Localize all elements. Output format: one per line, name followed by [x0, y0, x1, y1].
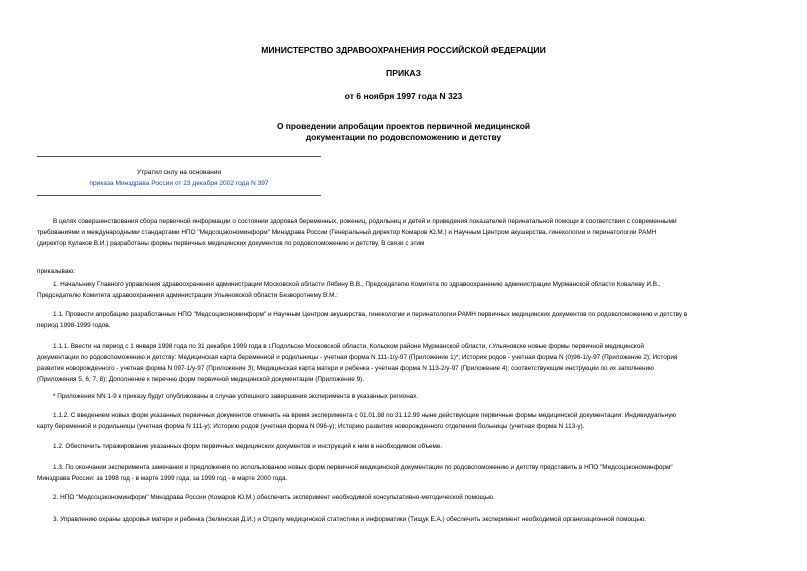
text-line: 1.3. По окончании эксперимента замечания и предложения по использованию новых форм первичной медицинской документации по родовспоможению и детству представить в НПО "Медсоцэкономинформ"	[53, 464, 673, 471]
footnote	[37, 391, 770, 402]
text-line: период 1998-1999 годов.	[37, 322, 111, 329]
text-line: карту беременной и родильницы (учетная форма N 111-у); Историю родов (учетная форма N 096-у); Историю развития новорожденного отделения больницы (учетная форма N 113-у).	[37, 423, 585, 430]
ministry-heading: МИНИСТЕРСТВО ЗДРАВООХРАНЕНИЯ РОССИЙСКОЙ ФЕДЕРАЦИИ	[261, 45, 546, 55]
paragraph-order	[37, 266, 770, 277]
text-line: документации по родовспоможению и детству: Медицинская карта беременной и родильницы - учетная форма N 111-1/у-97 (Приложение 1)*; История родов - учетная форма N (0)96-1/у-97 (Приложение 2); История	[37, 354, 678, 361]
document-date-number: от 6 ноября 1997 года N 323	[344, 91, 463, 101]
text-line: 1.1.2. С введением новых форм указанных первичных документов отменить на время эксперимента с 01.01.98 по 31.12.99 ныне действующие первичные формы медицинской документации: Индивидуальную	[53, 412, 677, 419]
text-line: В целях совершенствования сбора первичной информации о состоянии здоровья беременных, рожениц, родильниц и детей и приведения показателей перинатальной помощи в соответствии с современными	[53, 218, 677, 225]
text-line: Председателю Комитета здравоохранения администрации Ульяновской области Безворотнему В.М.:	[37, 292, 338, 299]
status-block	[37, 167, 321, 189]
text-line: Минздрава России: за 1998 год - в марте 1999 года; за 1999 год - в марте 2000 года.	[37, 475, 288, 482]
text-line: (директор Кулаков В.И.) разработаны формы первичных медицинских документов по родовспоможению и детству. В связи с этим	[37, 240, 425, 247]
text-line: требованиями и международными стандартами НПО "Медсоцэкономинформ" Минздрава России (Генеральный директор Комаров Ю.М.) и Научным Центром акушерства, гинекологии и перинатологии РАМН	[37, 229, 657, 236]
document-title-line: О проведении апробации проектов первичной медицинской	[276, 121, 531, 131]
paragraph-1-1	[37, 309, 770, 331]
paragraph-1-1-1	[37, 341, 770, 385]
text-line: * Приложения NN 1-9 к приказу будут опубликованы в случае успешного завершения эксперимента в указанных регионах.	[53, 393, 419, 400]
divider-bottom	[37, 195, 321, 196]
repeal-link[interactable]: приказа Минздрава России от 23 декабря 2002 года N 397	[89, 180, 269, 187]
paragraph-1-3	[37, 462, 770, 484]
text-line: (Приложения 5, 6, 7, 8); Дополнение к перечню форм первичной медицинской документации (Приложение 9).	[37, 376, 365, 383]
document-title	[0, 121, 807, 143]
text-line: 1.1. Провести апробацию разработанных НПО "Медсоцэкономинформ" и Научным Центром акушерства, гинекологии и перинатологии РАМН первичных медицинских документов по родовспоможению и детству в	[53, 311, 688, 318]
divider-top	[37, 156, 321, 157]
paragraph-1-1-2	[37, 410, 770, 432]
paragraph-1-2	[37, 441, 770, 452]
status-note: Утратил силу на основании	[136, 169, 222, 176]
paragraph-1	[37, 279, 770, 301]
document-type: ПРИКАЗ	[386, 68, 421, 78]
text-line: приказываю:	[37, 268, 75, 275]
text-line: 1. Начальнику Главного управления здравоохранения администрации Московской области Лябину В.В., Председателю Комитета по здравоохранению администрации Мурманской области Ковалеву И.В.,	[53, 281, 661, 288]
text-line: 2. НПО "Медсоцэкономинформ" Минздрава России (Комаров Ю.М.) обеспечить эксперимент необходимой консультативно-методической помощью.	[53, 494, 495, 501]
paragraph-2	[37, 492, 770, 503]
text-line: развития новорожденного - учетная форма N 097-1/у-97 (Приложение 3); Медицинская карта матери и ребенка - учетная форма N 113-2/у-97 (Приложение 4); соответствующие инструкции по их заполнению	[37, 365, 654, 372]
paragraph-3	[37, 514, 770, 525]
document-title-line: документации по родовспоможению и детству	[305, 132, 502, 142]
text-line: 1.2. Обеспечить тиражирование указанных форм первичных медицинских документов и инструкций к ним в необходимом объеме.	[53, 443, 443, 450]
paragraph-intro	[37, 216, 770, 249]
text-line: 3. Управлению охраны здоровья матери и ребенка (Зелинская Д.И.) и Отделу медицинской статистики и информатики (Тищук Е.А.) обеспечить эксперимент необходимой организационной помощью.	[53, 516, 647, 523]
text-line: 1.1.1. Ввести на период с 1 января 1998 года по 31 декабря 1999 года в г.Подольске Московской области, Кольском районе Мурманской области, г.Ульяновске новые формы первичной медицинской	[53, 343, 644, 350]
